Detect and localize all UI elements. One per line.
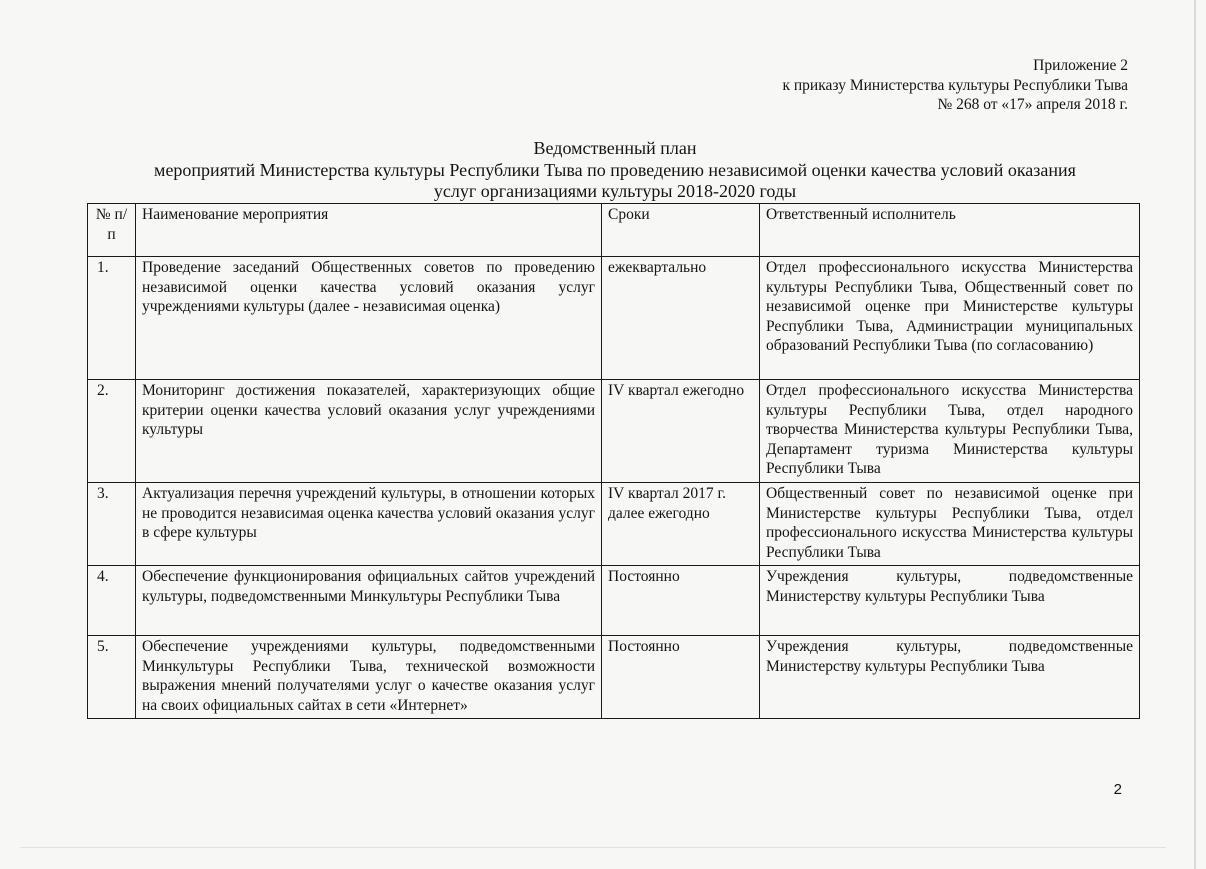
table-row (88, 257, 1140, 380)
appendix-header (782, 56, 1128, 115)
title-line-1: Ведомственный план (533, 138, 697, 158)
row-name: Обеспечение функционирования официальных сайтов учреждений культуры, подведомственными Минкультуры Республики Тыва (136, 566, 602, 636)
header-num: № п/п (88, 204, 136, 257)
appendix-line-2: к приказу Министерства культуры Республики Тыва (782, 76, 1128, 94)
scan-edge-line (1194, 0, 1196, 869)
header-term: Сроки (602, 204, 760, 257)
row-num-text: 2. (97, 382, 109, 399)
appendix-line-1: Приложение 2 (1033, 57, 1128, 74)
row-name: Актуализация перечня учреждений культуры, в отношении которых не проводится независимая оценка качества условий оказания услуг в сфере культуры (136, 483, 602, 566)
title-line-3: услуг организациями культуры 2018-2020 годы (433, 181, 797, 201)
header-name: Наименование мероприятия (136, 204, 602, 257)
row-responsible: Общественный совет по независимой оценке при Министерстве культуры Республики Тыва, отдел профессионального искусства Министерства культуры Республики Тыва (760, 483, 1140, 566)
row-num-text: 4. (97, 568, 109, 585)
row-name: Мониторинг достижения показателей, характеризующих общие критерии оценки качества условий оказания услуг учреждениями культуры (136, 380, 602, 483)
row-term: IV квартал 2017 г. далее ежегодно (602, 483, 760, 566)
scan-bottom-line (20, 847, 1166, 848)
row-term: Постоянно (602, 636, 760, 719)
header-responsible: Ответственный исполнитель (760, 204, 1140, 257)
table-row (88, 566, 1140, 636)
row-num (88, 380, 136, 483)
appendix-line-3: № 268 от «17» апреля 2018 г. (937, 96, 1128, 113)
row-responsible: Учреждения культуры, подведомственные Министерству культуры Республики Тыва (760, 566, 1140, 636)
document-title (90, 138, 1140, 203)
page-number: 2 (1113, 781, 1122, 798)
row-num-text: 5. (97, 638, 109, 655)
row-name: Обеспечение учреждениями культуры, подведомственными Минкультуры Республики Тыва, технической возможности выражения мнений получателями услуг о качестве оказания услуг на своих официальных сайтах в сети «Интернет» (136, 636, 602, 719)
row-term: ежеквартально (602, 257, 760, 380)
row-responsible: Отдел профессионального искусства Министерства культуры Республики Тыва, отдел народного творчества Министерства культуры Республики Тыва, Департамент туризма Министерства культуры Республики Тыва (760, 380, 1140, 483)
title-line-2: мероприятий Министерства культуры Республики Тыва по проведению независимой оценки качества условий оказания (154, 159, 1076, 180)
table-row (88, 483, 1140, 566)
row-num (88, 636, 136, 719)
row-num (88, 257, 136, 380)
table-row (88, 636, 1140, 719)
row-name: Проведение заседаний Общественных советов по проведению независимой оценки качества условий оказания услуг учреждениями культуры (далее - независимая оценка) (136, 257, 602, 380)
table-header-row (88, 204, 1140, 257)
row-responsible: Учреждения культуры, подведомственные Министерству культуры Республики Тыва (760, 636, 1140, 719)
row-term: IV квартал ежегодно (602, 380, 760, 483)
row-num (88, 483, 136, 566)
row-num-text: 1. (97, 259, 109, 276)
table-row (88, 380, 1140, 483)
plan-table (87, 203, 1140, 719)
row-responsible: Отдел профессионального искусства Министерства культуры Республики Тыва, Общественный совет по независимой оценке при Министерстве культуры Республики Тыва, Администрации муниципальных образований Республики Тыва (по согласованию) (760, 257, 1140, 380)
row-term: Постоянно (602, 566, 760, 636)
row-num-text: 3. (97, 485, 109, 502)
row-num (88, 566, 136, 636)
